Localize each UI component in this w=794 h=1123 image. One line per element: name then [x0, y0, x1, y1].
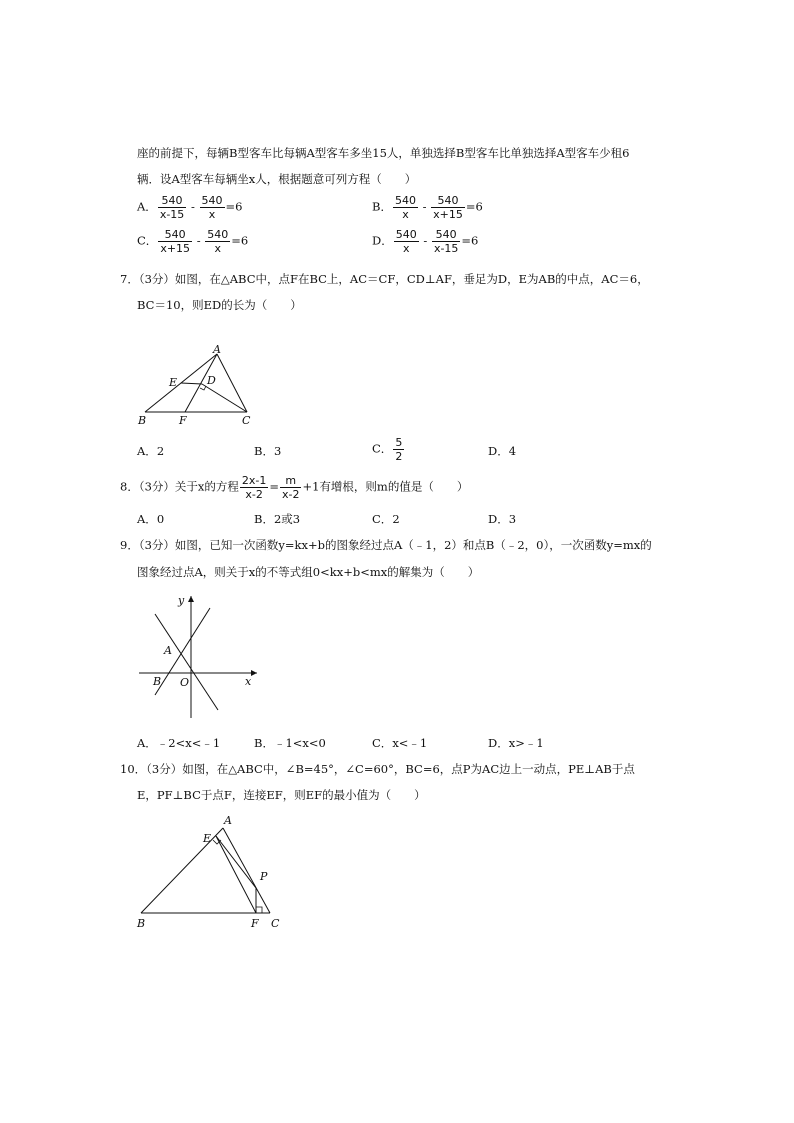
option-label: B．	[254, 444, 274, 458]
q7-stem-line-2: BC＝10，则ED的长为（ ）	[137, 298, 302, 312]
operator: -	[190, 199, 195, 214]
option-label: D．	[488, 444, 509, 458]
label-e: E	[169, 376, 178, 389]
label-a: A	[224, 814, 232, 827]
option-value: 3	[273, 444, 282, 458]
fraction: $\frac{540}{x+15}$	[433, 194, 463, 221]
option-value: ﹣2<x<﹣1	[156, 736, 221, 750]
q9-stem-line-2: 图象经过点A，则关于x的不等式组0<kx+b<mx的解集为（ ）	[137, 565, 480, 579]
label-f: F	[251, 917, 259, 930]
operator: -	[422, 199, 427, 214]
q8-option-b[interactable]	[254, 511, 300, 527]
q9-option-c[interactable]	[372, 735, 427, 751]
fraction: $\frac{2x-1}{x-2}$	[241, 474, 267, 501]
q7-option-b[interactable]	[254, 443, 281, 459]
fraction: $\frac{540}{x}$	[207, 228, 229, 255]
option-value: x>﹣1	[508, 736, 544, 750]
fraction: $\frac{540}{x-15}$	[159, 194, 185, 221]
q9-option-b[interactable]	[254, 735, 326, 751]
label-a: A	[213, 343, 221, 356]
q9-coordinate-figure	[135, 590, 265, 720]
option-value: ﹣1<x<0	[273, 736, 326, 750]
option-value: 2	[392, 512, 400, 526]
fraction: $\frac{540}{x+15}$	[160, 228, 191, 255]
label-c: C	[242, 414, 251, 427]
q8-option-c[interactable]	[372, 511, 400, 527]
option-value: 4	[508, 444, 517, 458]
q6-option-a[interactable]	[137, 194, 242, 221]
fraction: $\frac{540}{x}$	[395, 228, 417, 255]
q7-option-d[interactable]	[488, 443, 516, 459]
fraction: $\frac{540}{x-15}$	[433, 228, 459, 255]
option-label: C．	[137, 233, 158, 248]
q10-stem-line-1: 10．（3分）如图，在△ABC中，∠B=45°，∠C=60°，BC=6，点P为AC边上一动点，PE⊥AB于点	[120, 762, 635, 776]
q7-option-a[interactable]	[137, 443, 164, 459]
option-label: B．	[254, 512, 274, 526]
q6-option-b[interactable]	[372, 194, 483, 221]
label-f: F	[179, 414, 187, 427]
label-a: A	[164, 644, 172, 657]
option-label: B．	[254, 736, 274, 750]
fraction: $\frac{m}{x-2}$	[282, 474, 300, 501]
equation-rhs: =6	[231, 233, 249, 248]
equation-rhs: =6	[225, 199, 243, 214]
label-d: D	[207, 374, 216, 387]
option-value: 3	[508, 512, 517, 526]
label-b: B	[153, 675, 162, 688]
option-label: C．	[372, 441, 393, 456]
fraction: $\frac{5}{2}$	[395, 436, 403, 463]
q10-stem-line-2: E，PF⊥BC于点F，连接EF，则EF的最小值为（ ）	[137, 788, 426, 802]
q8-option-a[interactable]	[137, 511, 164, 527]
operator: -	[196, 233, 201, 248]
option-value: x<﹣1	[392, 736, 428, 750]
q7-stem-line-1: 7．（3分）如图，在△ABC中，点F在BC上，AC＝CF，CD⊥AF，垂足为D，E为AB的中点，AC＝6，	[120, 272, 649, 286]
option-label: A．	[137, 444, 157, 458]
q8-option-d[interactable]	[488, 511, 516, 527]
label-x: x	[245, 675, 252, 688]
option-label: D．	[488, 512, 509, 526]
q8-suffix: 有增根，则m的值是（ ）	[319, 479, 469, 494]
option-value: 2	[156, 444, 165, 458]
option-label: C．	[372, 736, 393, 750]
q9-option-d[interactable]	[488, 735, 544, 751]
plus-one: +1	[302, 479, 320, 494]
q9-stem-line-1: 9．（3分）如图，已知一次函数y=kx+b的图象经过点A（﹣1，2）和点B（﹣2，0），一次函数y=mx的	[120, 538, 652, 552]
label-c: C	[271, 917, 280, 930]
q7-option-c[interactable]	[372, 436, 405, 463]
q6-continuation-line-1: 座的前提下，每辆B型客车比每辆A型客车多坐15人，单独选择B型客车比单独选择A型客车少租6	[137, 146, 630, 160]
label-y: y	[178, 594, 185, 607]
option-label: D．	[372, 233, 393, 248]
equals: =	[269, 479, 279, 494]
q8-stem	[120, 474, 468, 501]
option-label: A．	[137, 199, 157, 214]
q9-option-a[interactable]	[137, 735, 220, 751]
q6-continuation-line-2: 辆．设A型客车每辆坐x人，根据题意可列方程（ ）	[137, 172, 417, 186]
fraction: $\frac{540}{x}$	[201, 194, 223, 221]
q7-triangle-figure	[130, 340, 270, 430]
option-value: 2或3	[273, 512, 301, 526]
q6-option-d[interactable]	[372, 228, 478, 255]
label-b: B	[137, 917, 146, 930]
option-label: C．	[372, 512, 393, 526]
equation-rhs: =6	[461, 233, 479, 248]
option-label: A．	[137, 512, 157, 526]
label-o: O	[180, 676, 190, 689]
operator: -	[423, 233, 428, 248]
label-e: E	[203, 832, 212, 845]
option-value: 0	[156, 512, 165, 526]
label-b: B	[138, 414, 147, 427]
equation-rhs: =6	[465, 199, 483, 214]
q8-prefix: 8．（3分）关于x的方程	[120, 479, 239, 494]
q6-option-c[interactable]	[137, 228, 248, 255]
label-p: P	[260, 870, 268, 883]
option-label: A．	[137, 736, 157, 750]
option-label: B．	[372, 199, 392, 214]
option-label: D．	[488, 736, 509, 750]
fraction: $\frac{540}{x}$	[394, 194, 416, 221]
q10-triangle-figure	[130, 810, 290, 935]
